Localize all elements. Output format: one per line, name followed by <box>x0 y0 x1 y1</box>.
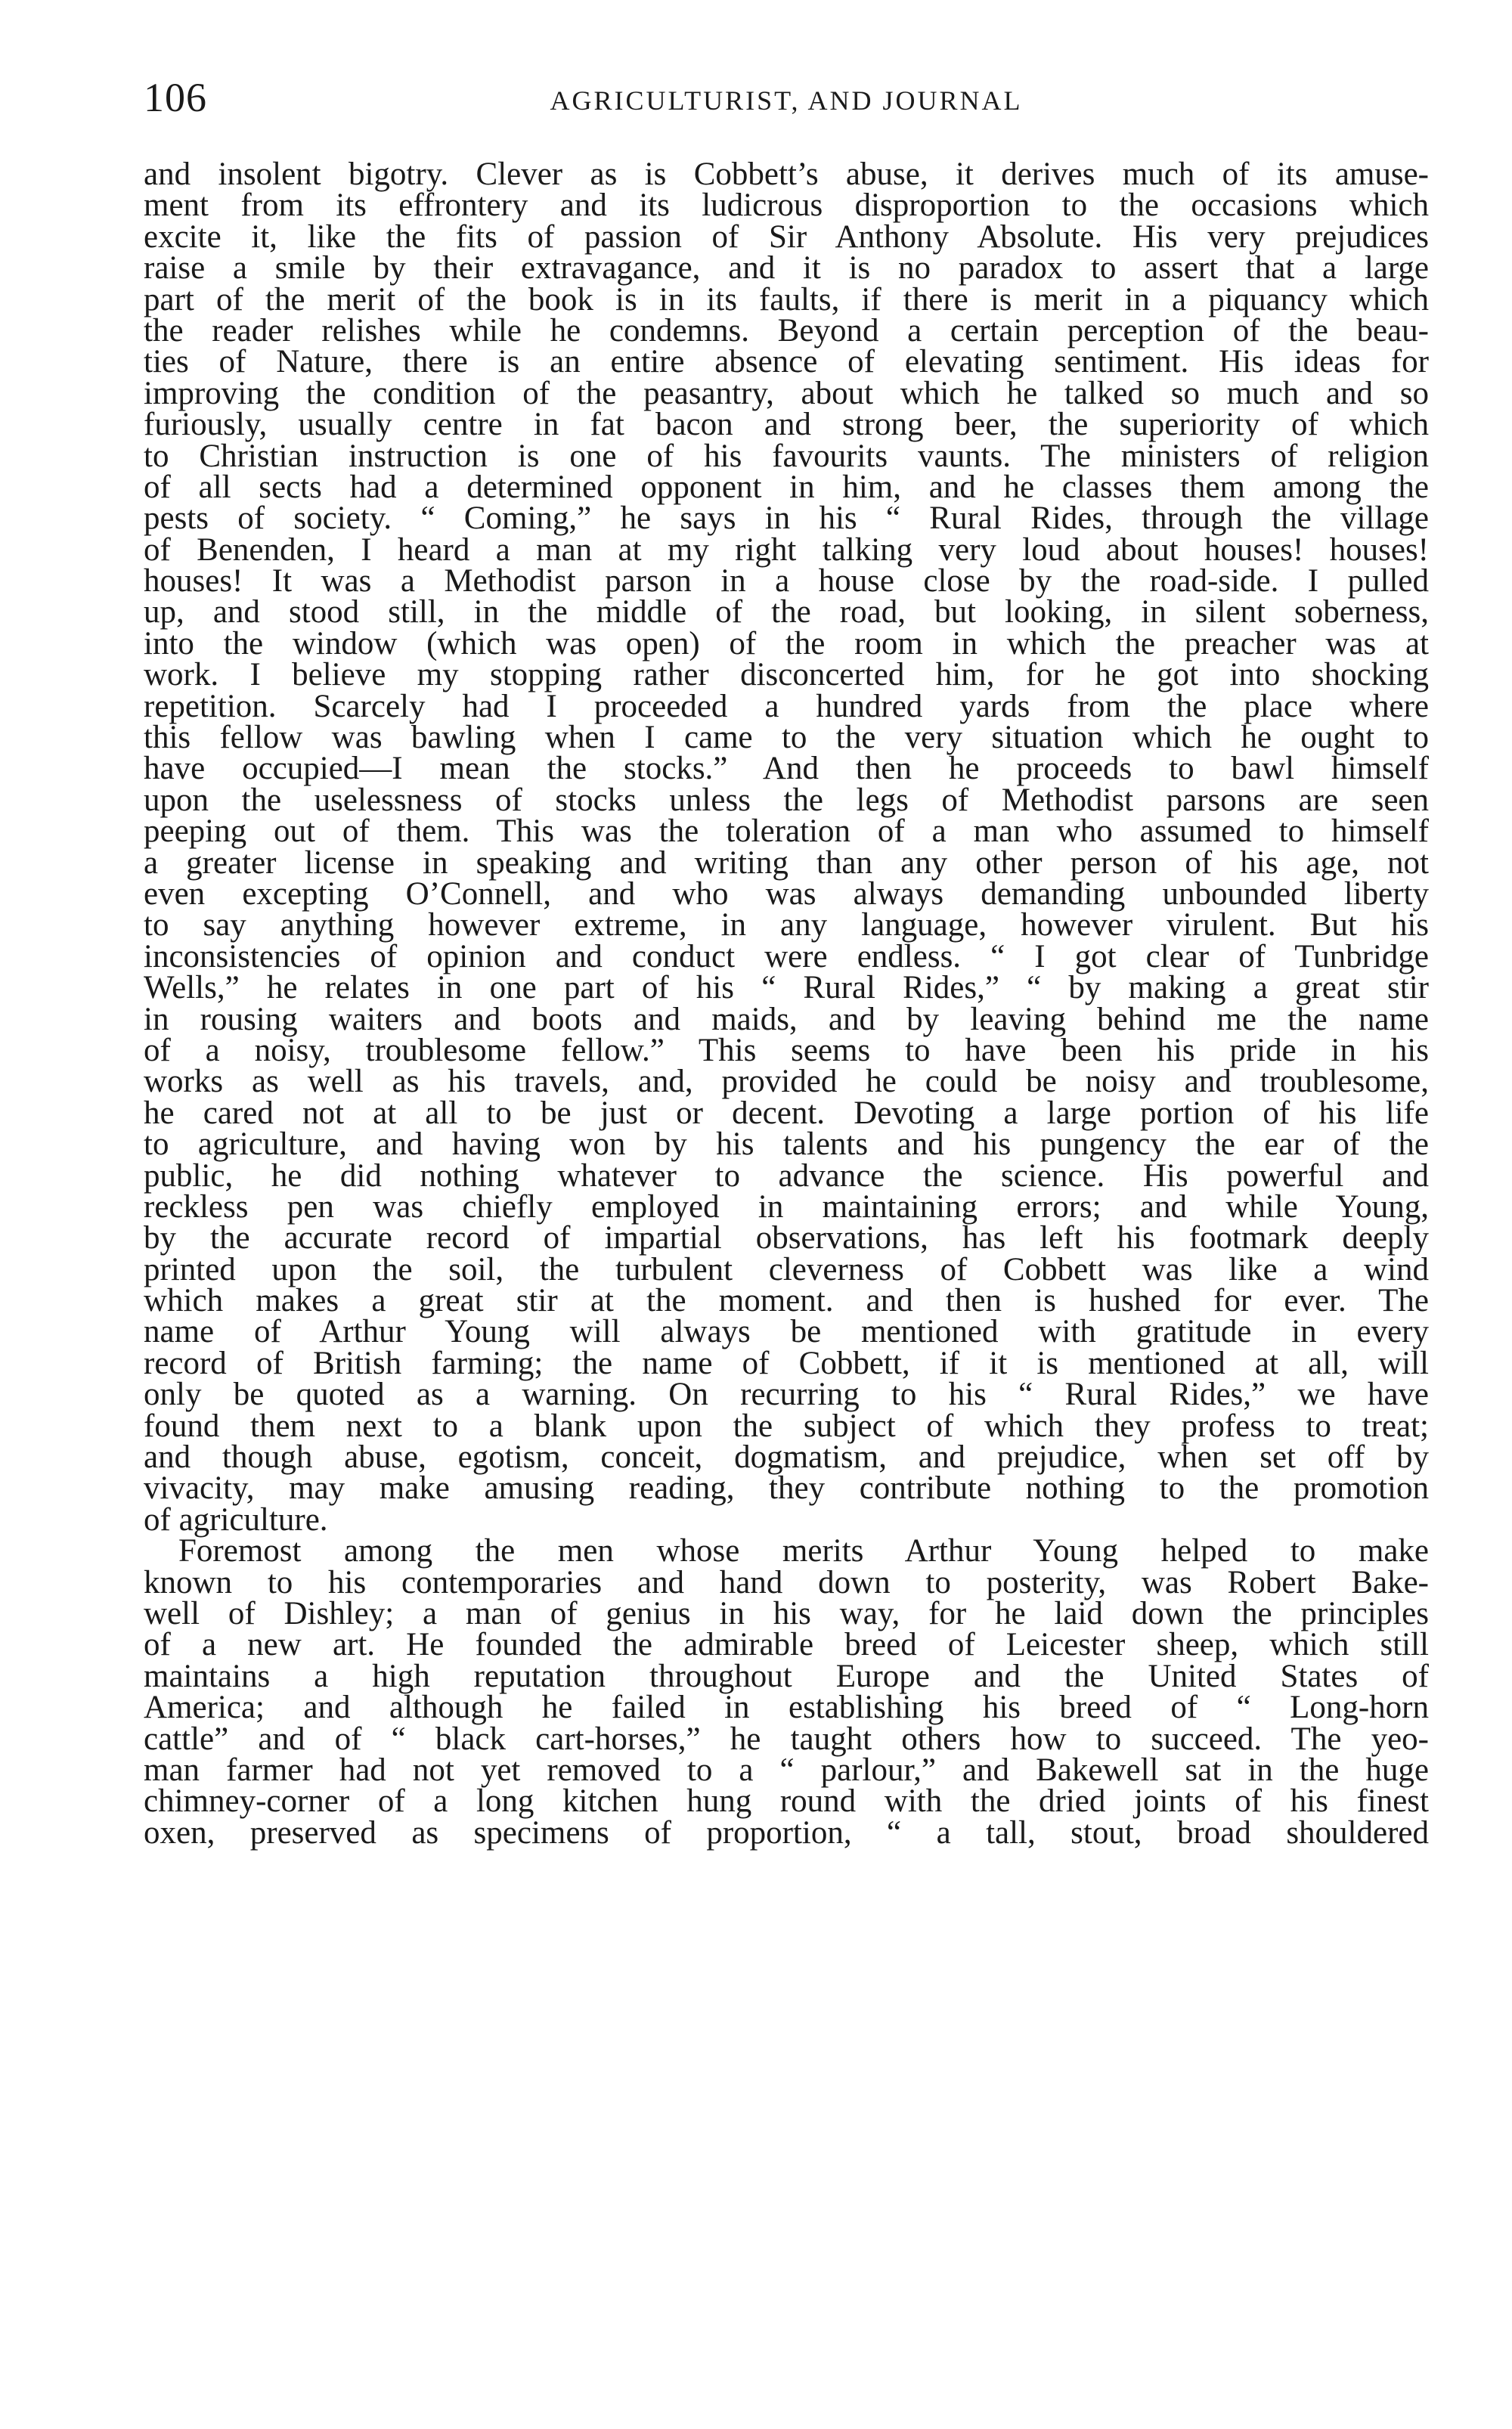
text-line: cattle” and of “ black cart-horses,” he taught others how to succeed. The yeo- <box>144 1721 1429 1757</box>
text-line: and insolent bigotry. Clever as is Cobbett’s abuse, it derives much of its amuse- <box>144 156 1429 192</box>
text-line: vivacity, may make amusing reading, they contribute nothing to the promotion <box>144 1470 1429 1507</box>
text-line: only be quoted as a warning. On recurring to his “ Rural Rides,” we have <box>144 1377 1429 1413</box>
text-line: have occupied—I mean the stocks.” And then he proceeds to bawl himself <box>144 751 1429 787</box>
text-line: works as well as his travels, and, provided he could be noisy and troublesome, <box>144 1064 1429 1100</box>
text-line: into the window (which was open) of the room in which the preacher was at <box>144 625 1429 661</box>
text-line: printed upon the soil, the turbulent cleverness of Cobbett was like a wind <box>144 1251 1429 1287</box>
text-line: of all sects had a determined opponent in him, and he classes them among the <box>144 469 1429 505</box>
text-line: name of Arthur Young will always be mentioned with gratitude in every <box>144 1314 1429 1350</box>
running-head: AGRICULTURIST, AND JOURNAL <box>550 85 1023 116</box>
text-line: upon the uselessness of stocks unless the legs of Methodist parsons are seen <box>144 782 1429 818</box>
text-line: Wells,” he relates in one part of his “ Rural Rides,” “ by making a great stir <box>144 970 1429 1006</box>
text-line: found them next to a blank upon the subject of which they profess to treat; <box>144 1408 1429 1444</box>
text-line: in rousing waiters and boots and maids, and by leaving behind me the name <box>144 1001 1429 1037</box>
text-line: ties of Nature, there is an entire absence of elevating sentiment. His ideas for <box>144 344 1429 380</box>
text-line: he cared not at all to be just or decent. Devoting a large portion of his life <box>144 1095 1429 1131</box>
text-line: America; and although he failed in establishing his breed of “ Long-horn <box>144 1690 1429 1726</box>
text-line: part of the merit of the book is in its faults, if there is merit in a piquancy which <box>144 281 1429 318</box>
text-line: by the accurate record of impartial observations, has left his footmark deeply <box>144 1220 1429 1256</box>
text-line: pests of society. “ Coming,” he says in his “ Rural Rides, through the village <box>144 500 1429 537</box>
text-line: reckless pen was chiefly employed in maintaining errors; and while Young, <box>144 1188 1429 1225</box>
text-line: to say anything however extreme, in any language, however virulent. But his <box>144 907 1429 943</box>
text-line: chimney-corner of a long kitchen hung round with the dried joints of his finest <box>144 1783 1429 1820</box>
text-line: repetition. Scarcely had I proceeded a hundred yards from the place where <box>144 688 1429 724</box>
text-line: peeping out of them. This was the toleration of a man who assumed to himself <box>144 813 1429 850</box>
text-line: ment from its effrontery and its ludicrous disproportion to the occasions which <box>144 187 1429 224</box>
text-line: excite it, like the fits of passion of Sir Anthony Absolute. His very prejudices <box>144 218 1429 255</box>
text-line: work. I believe my stopping rather disconcerted him, for he got into shocking <box>144 657 1429 693</box>
text-line: to agriculture, and having won by his talents and his pungency the ear of the <box>144 1126 1429 1163</box>
page-number: 106 <box>144 75 207 120</box>
text-line: even excepting O’Connell, and who was always demanding unbounded liberty <box>144 875 1429 912</box>
text-line: of a new art. He founded the admirable breed of Leicester sheep, which still <box>144 1627 1429 1663</box>
text-line: well of Dishley; a man of genius in his way, for he laid down the principles <box>144 1595 1429 1631</box>
text-line: improving the condition of the peasantry, about which he talked so much and so <box>144 375 1429 411</box>
text-line: of a noisy, troublesome fellow.” This seems to have been his pride in his <box>144 1032 1429 1068</box>
text-line: raise a smile by their extravagance, and it is no paradox to assert that a large <box>144 250 1429 287</box>
text-line: record of British farming; the name of Cobbett, if it is mentioned at all, will <box>144 1345 1429 1381</box>
text-line: of Benenden, I heard a man at my right talking very loud about houses! houses! <box>144 531 1429 568</box>
text-line: public, he did nothing whatever to advance the science. His powerful and <box>144 1157 1429 1194</box>
text-line: which makes a great stir at the moment. and then is hushed for ever. The <box>144 1283 1429 1319</box>
text-line: man farmer had not yet removed to a “ parlour,” and Bakewell sat in the huge <box>144 1752 1429 1788</box>
text-line: inconsistencies of opinion and conduct were endless. “ I got clear of Tunbridge <box>144 938 1429 974</box>
text-line: houses! It was a Methodist parson in a house close by the road-side. I pulled <box>144 563 1429 600</box>
text-line: to Christian instruction is one of his favourits vaunts. The ministers of religion <box>144 438 1429 474</box>
text-line: a greater license in speaking and writing than any other person of his age, not <box>144 844 1429 881</box>
text-line: oxen, preserved as specimens of proportion, “ a tall, stout, broad shouldered <box>144 1814 1429 1851</box>
text-line: furiously, usually centre in fat bacon and strong beer, the superiority of which <box>144 407 1429 443</box>
text-line: maintains a high reputation throughout Europe and the United States of <box>144 1658 1429 1694</box>
body-text <box>144 156 1429 1851</box>
text-line: up, and stood still, in the middle of the road, but looking, in silent soberness, <box>144 594 1429 630</box>
text-line: the reader relishes while he condemns. Beyond a certain perception of the beau- <box>144 312 1429 349</box>
text-line: Foremost among the men whose merits Arthur Young helped to make <box>178 1533 1429 1569</box>
text-line: of agriculture. <box>144 1501 328 1538</box>
text-line: this fellow was bawling when I came to the very situation which he ought to <box>144 720 1429 756</box>
text-line: and though abuse, egotism, conceit, dogmatism, and prejudice, when set off by <box>144 1439 1429 1476</box>
text-line: known to his contemporaries and hand down to posterity, was Robert Bake- <box>144 1564 1429 1600</box>
page-header <box>144 74 1429 135</box>
